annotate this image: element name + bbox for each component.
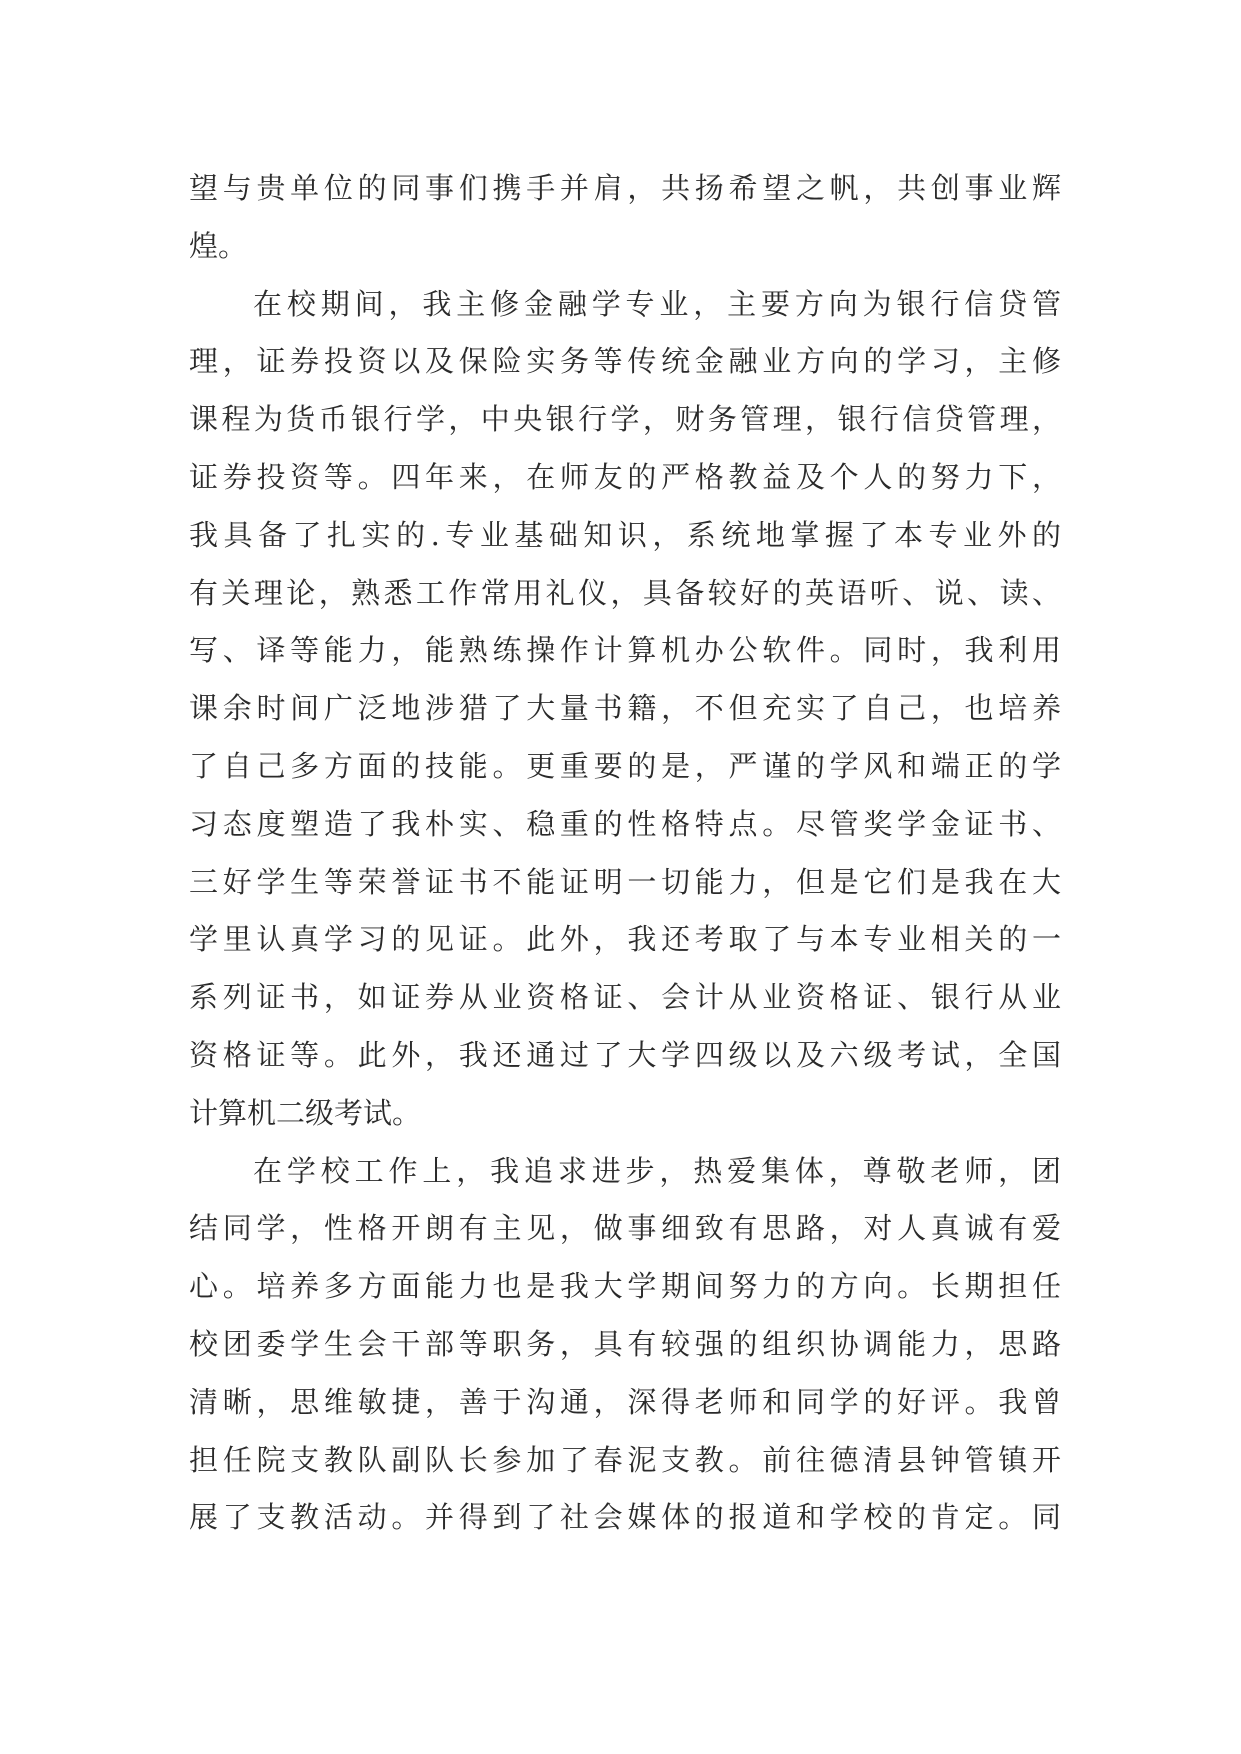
text-line: 望与贵单位的同事们携手并肩，共扬希望之帆，共创事业辉: [189, 171, 1061, 205]
text-line: 习态度塑造了我朴实、稳重的性格特点。尽管奖学金证书、: [189, 806, 1061, 841]
paragraph-2: [189, 276, 1061, 1143]
text-line: 课余时间广泛地涉猎了大量书籍，不但充实了自己，也培养: [189, 691, 1061, 726]
text-line: 了自己多方面的技能。更重要的是，严谨的学风和端正的学: [189, 748, 1061, 783]
text-line: 担任院支教队副队长参加了春泥支教。前往德清县钟管镇开: [189, 1442, 1061, 1477]
text-line: 有关理论，熟悉工作常用礼仪，具备较好的英语听、说、读、: [189, 575, 1061, 610]
text-line: 在学校工作上，我追求进步，热爱集体，尊敬老师，团: [253, 1153, 1061, 1188]
document-body: [189, 160, 1061, 1547]
text-line: 校团委学生会干部等职务，具有较强的组织协调能力，思路: [189, 1326, 1061, 1361]
text-line: 学里认真学习的见证。此外，我还考取了与本专业相关的一: [189, 922, 1061, 957]
text-line: 系列证书，如证券从业资格证、会计从业资格证、银行从业: [189, 980, 1061, 1015]
text-line: 结同学，性格开朗有主见，做事细致有思路，对人真诚有爱: [189, 1211, 1061, 1246]
text-line: 心。培养多方面能力也是我大学期间努力的方向。长期担任: [189, 1269, 1061, 1304]
text-line: 理，证券投资以及保险实务等传统金融业方向的学习，主修: [189, 344, 1061, 379]
text-line: 资格证等。此外，我还通过了大学四级以及六级考试，全国: [189, 1037, 1061, 1072]
text-line: 煌。: [189, 228, 248, 263]
text-line: 我具备了扎实的.专业基础知识，系统地掌握了本专业外的: [189, 517, 1061, 552]
text-line: 三好学生等荣誉证书不能证明一切能力，但是它们是我在大: [189, 864, 1061, 899]
text-line: 计算机二级考试。: [189, 1095, 422, 1130]
paragraph-3: [189, 1143, 1061, 1548]
text-line: 清晰，思维敏捷，善于沟通，深得老师和同学的好评。我曾: [189, 1384, 1061, 1419]
paragraph-1: [189, 160, 1061, 276]
text-line: 在校期间，我主修金融学专业，主要方向为银行信贷管: [253, 286, 1061, 321]
text-line: 课程为货币银行学，中央银行学，财务管理，银行信贷管理，: [189, 402, 1061, 437]
text-line: 写、译等能力，能熟练操作计算机办公软件。同时，我利用: [189, 633, 1061, 668]
text-line: 展了支教活动。并得到了社会媒体的报道和学校的肯定。同: [189, 1500, 1061, 1535]
text-line: 证券投资等。四年来，在师友的严格教益及个人的努力下，: [189, 459, 1061, 494]
